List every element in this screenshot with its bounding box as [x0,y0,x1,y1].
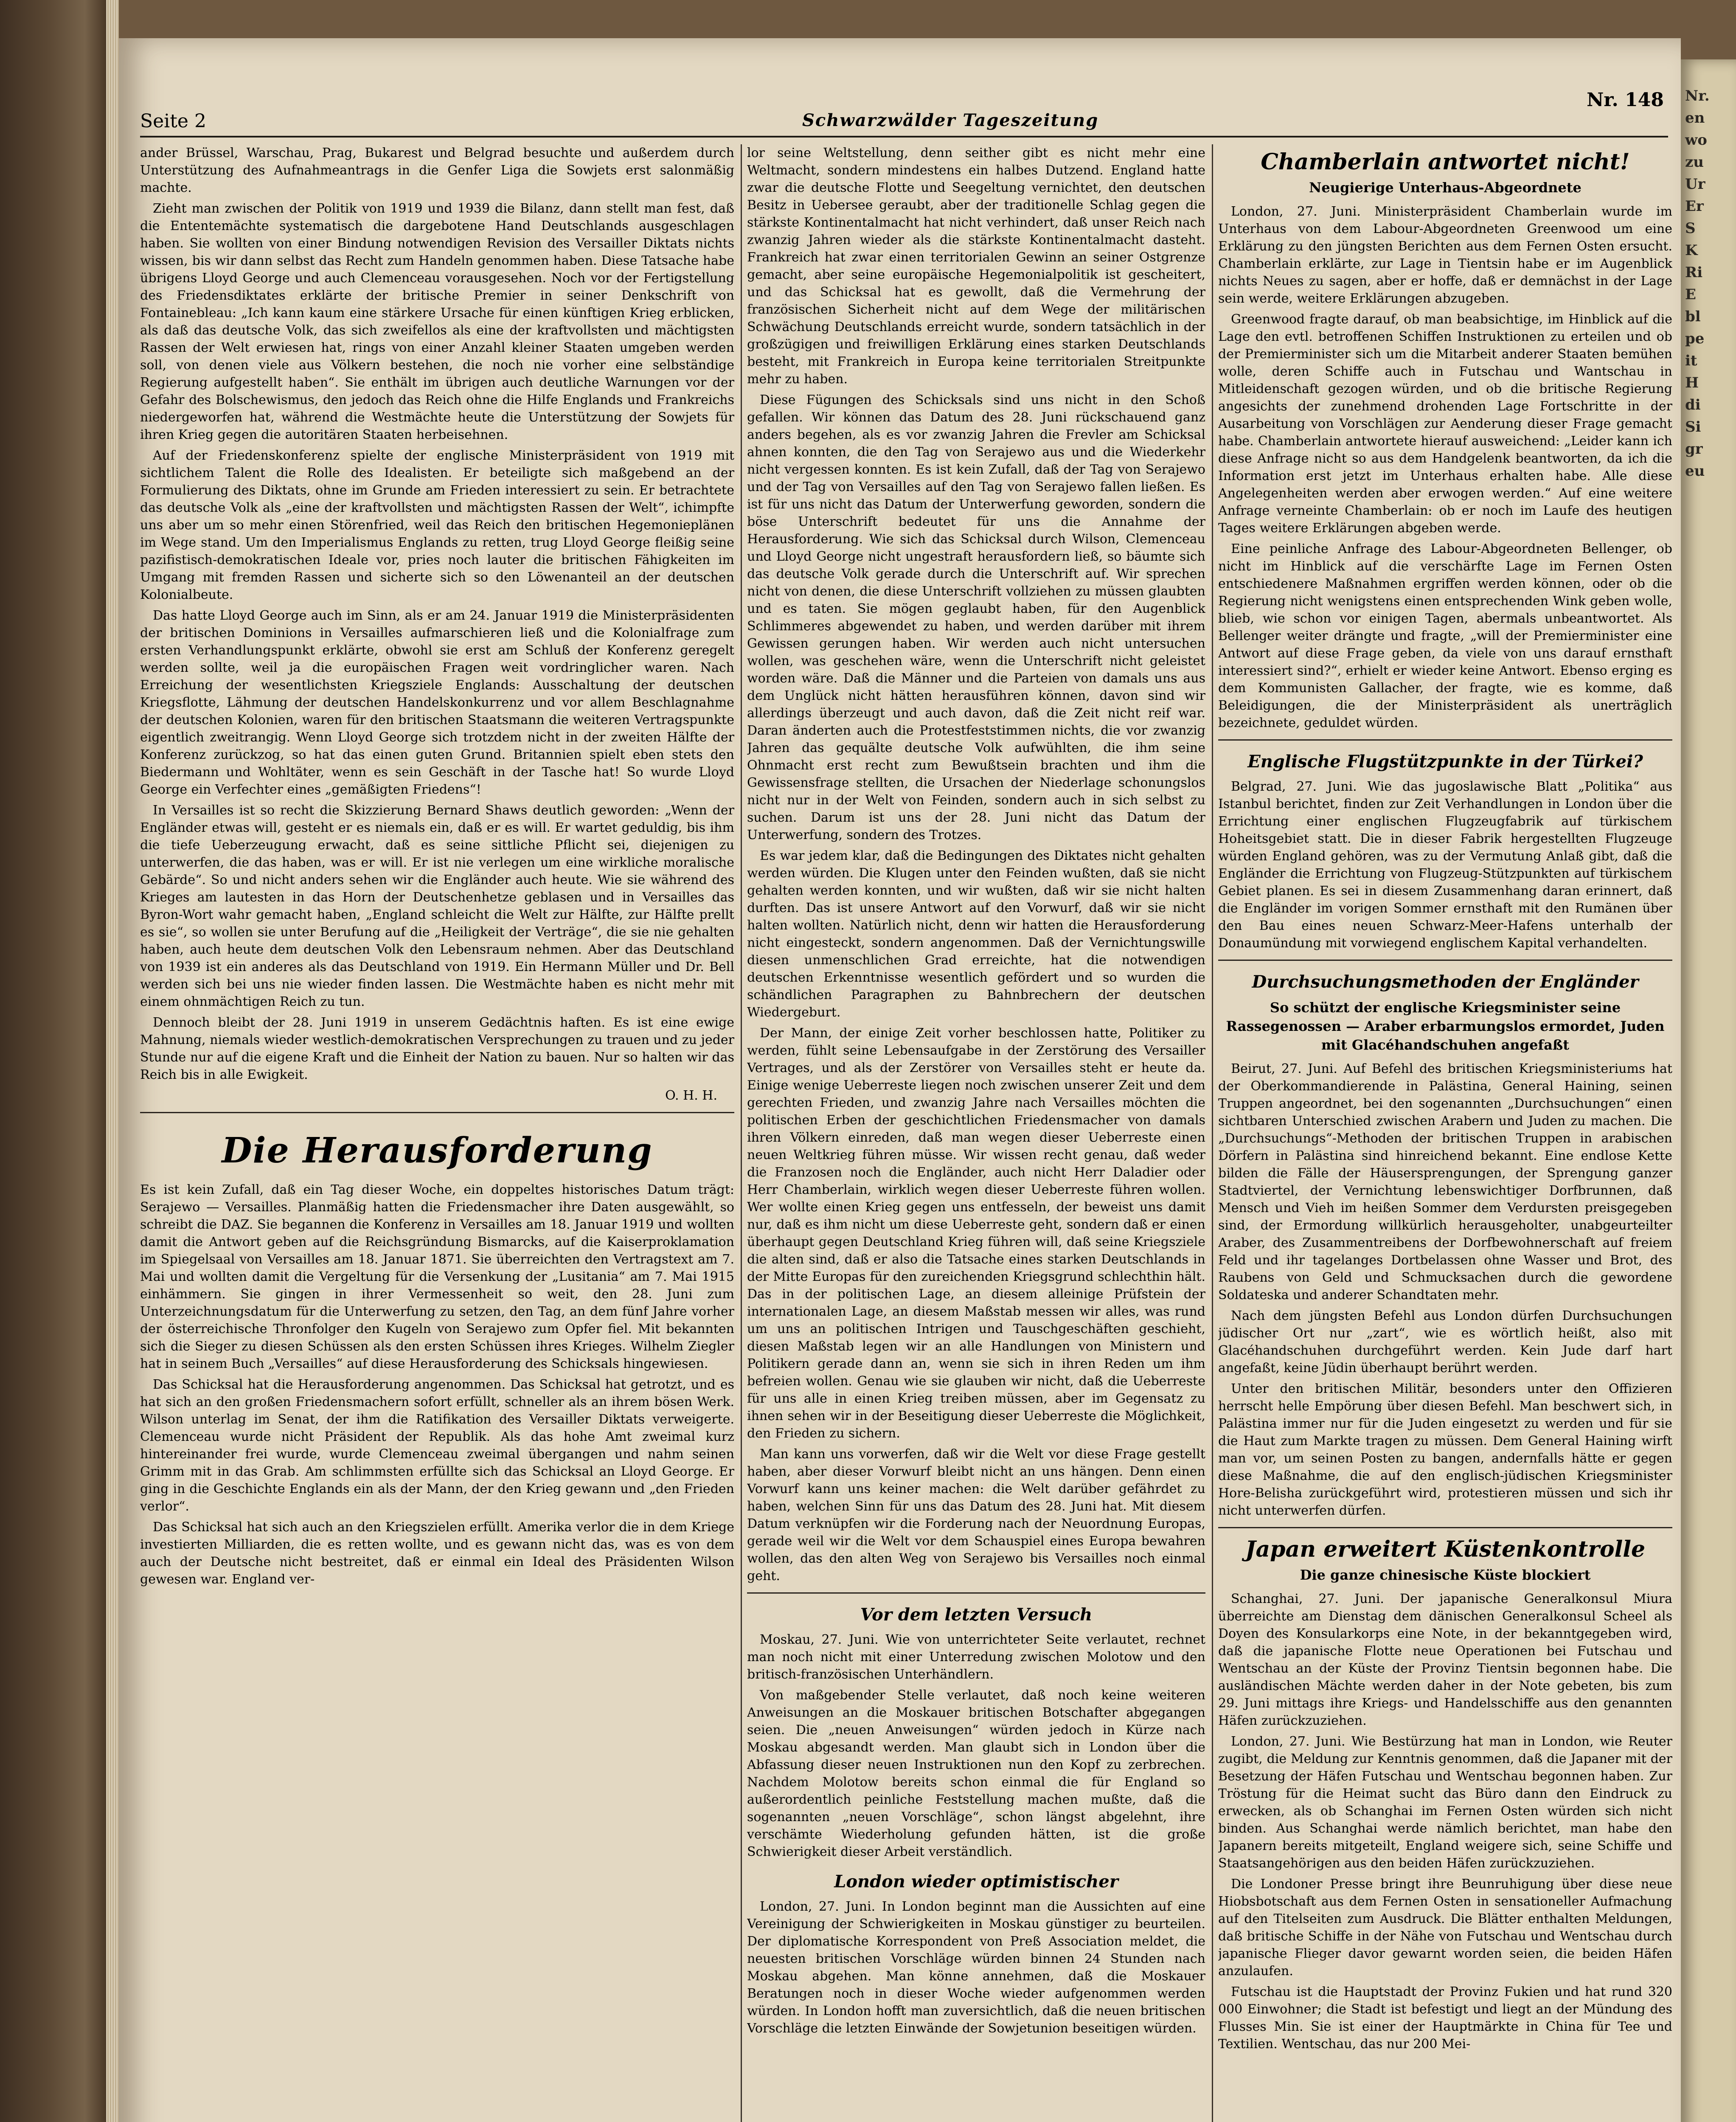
next-page-fragment: zu [1685,154,1704,171]
paragraph: Von maßgebender Stelle verlautet, daß noch keine weiteren Anweisungen an die Moskauer britischen Botschafter abgegangen seien. Die „neuen Anweisungen“ würden jedoch in Kürze nach Moskau abgesandt werden. Man glaubt sich in London über die Abfassung dieser neuen Instruktionen nun den Kopf zu zerbrechen. Nachdem Molotow bereits schon einmal die für England so außerordentlich peinliche Feststellung machen mußte, daß die sogenannten „neuen Vorschläge“, schon längst abgelehnt, ihre verschämte Wiederholung gefunden hätten, ist die große Schwierigkeit dieser Arbeit verständlich. [747,1688,1205,1859]
headline-herausforderung: Die Herausforderung [222,1130,653,1171]
subhead: So schützt der englische Kriegsminister seine Rassegenossen — Araber erbarmungslos ermordet, Juden mit Glacéhandschuhen angefaßt [1226,999,1665,1053]
paragraph: Das Schicksal hat die Herausforderung angenommen. Das Schicksal hat getrotzt, und es hat sich an den großen Friedensmachern sofort erfüllt, schneller als an ihrem bösen Werk. Wilson unterlag im Senat, der ihm die Ratifikation des Versailler Diktats verweigerte. Clemenceau wurde nicht Präsident der Republik. Als das hohe Amt zweimal kurz hintereinander frei wurde, wurde Clemenceau zweimal übergangen und nahm seinen Grimm mit in das Grab. Am schlimmsten erfüllte sich das Schicksal an Lloyd George. Er ging in die Geschichte Englands ein als der Mann, der den Krieg gewann und „den Frieden verlor“. [140,1377,734,1514]
paragraph: Auf der Friedenskonferenz spielte der englische Ministerpräsident von 1919 mit sichtlichem Talent die Rolle des Idealisten. Er beteiligte sich maßgebend an der Formulierung des Diktats, ohne im Grunde am Frieden interessiert zu sein. Er betrachtete das deutsche Volk als „eine der kraftvollsten und mächtigsten Rassen der Welt“, ichimpfte uns aber um so mehr einen Störenfried, weil das Reich den britischen Hegemonieplänen im Wege stand. Um den Imperialismus Englands zu retten, trug Lloyd George fleißig seine pazifistisch-demokratischen Ideale vor, pries noch lauter die britischen Fähigkeiten im Umgang mit fremden Rassen und sicherte sich so den Löwenanteil an der deutschen Kolonialbeute. [140,448,734,602]
editorial-intro [140,144,734,1104]
column-1 [140,144,734,2122]
book-spine [0,0,106,2122]
subhead: Neugierige Unterhaus-Abgeordnete [1309,180,1582,196]
subhead: Die ganze chinesische Küste blockiert [1300,1567,1591,1583]
paragraph: London, 27. Juni. Ministerpräsident Chamberlain wurde im Unterhaus von dem Labour-Abgeordneten Greenwood um eine Erklärung zu den jüngsten Berichten aus dem Fernen Osten ersucht. Chamberlain erklärte, zur Lage in Tientsin habe er im Augenblick nichts Neues zu sagen, aber er hoffe, daß er demnächst in der Lage sein werde, weitere Erklärungen abzugeben. [1218,204,1672,306]
author-signature: O. H. H. [665,1088,717,1103]
paragraph: Beirut, 27. Juni. Auf Befehl des britischen Kriegsministeriums hat der Oberkommandierende in Palästina, General Haining, seinen Truppen angeordnet, bei den sogenannten „Durchsuchungen“ einen sichtbaren Unterschied zwischen Arabern und Juden zu machen. Die „Durchsuchungs“-Methoden der britischen Truppen in arabischen Dörfern in Palästina sind hinreichend bekannt. Eine endlose Kette bilden die Fälle der Häusersprengungen, der Sprengung ganzer Stadtviertel, der Vernichtung lebenswichtiger Dorfbrunnen, daß Mensch und Vieh im heißen Sommer dem Verdursten preisgegeben sind, der Ermordung willkürlich herausgeholter, unabgeurteilter Araber, des Zusammentreibens der Dorfbewohnerschaft auf freiem Feld und ihr tagelanges Dortbelassen ohne Wasser und Brot, des Raubens von Geld und Schmucksachen durch die gewordene Soldateska und anderer Schandtaten mehr. [1218,1061,1672,1302]
newspaper-title: Schwarzwälder Tageszeitung [802,110,1099,130]
headline-flugstuetzpunkte: Englische Flugstützpunkte in der Türkei? [1247,752,1643,772]
paragraph: London, 27. Juni. Wie Bestürzung hat man in London, wie Reuter zugibt, die Meldung zur Kenntnis genommen, daß die Japaner mit der Besetzung der Häfen Futschau und Wentschau begonnen haben. Zur Tröstung für die Heimat sucht das Büro dann den Eindruck zu erwecken, als ob Schanghai im Fernen Osten würden sich nicht binden. Aus Schanghai werde nämlich berichtet, man habe den Japanern bereits mitgeteilt, England weigere sich, seine Schiffe und Staatsangehörigen aus den beiden Häfen zurückzuziehen. [1218,1734,1672,1871]
next-page-fragment: S [1685,220,1696,237]
article-rule [1218,1527,1672,1528]
column-divider [1212,144,1213,2122]
next-page-fragment: Ri [1685,264,1703,281]
paragraph: Es ist kein Zufall, daß ein Tag dieser Woche, ein doppeltes historisches Datum trägt: Serajewo — Versailles. Planmäßig hatten die Friedensmacher ihre Daten ausgewählt, so schreibt die DAZ. Sie begannen die Konferenz in Versailles am 18. Januar 1919 und wollten damit die Antwort geben auf die Reichsgründung Bismarcks, auf die Kaiserproklamation im Spiegelsaal von Versailles am 18. Januar 1871. Sie überreichten den Vertragstext am 7. Mai und wollten damit die Vergeltung für die Versenkung der „Lusitania“ am 7. Mai 1915 einhämmern. Sie gingen in ihrer Vermessenheit so weit, den 28. Juni zum Unterzeichnungsdatum für die Unterwerfung zu setzen, den Tag, an dem fünf Jahre vorher der österreichische Thronfolger den Kugeln von Serajewo zum Opfer fiel. Mit bekannten sich die Sieger zu diesen Schüssen als den ersten Schüssen ihres Krieges. Wilhelm Ziegler hat in seinem Buch „Versailles“ auf diese Herausforderung des Schicksals hingewiesen. [140,1182,734,1371]
headline-japan-kuestenkontrolle: Japan erweitert Küstenkontrolle [1245,1536,1646,1562]
article-rule [140,1112,734,1113]
next-page-fragment: en [1685,109,1705,126]
next-page-fragment: Si [1685,418,1701,435]
paragraph: ander Brüssel, Warschau, Prag, Bukarest und Belgrad besuchte und außerdem durch Unterstützung des Aufnahmeantrags in die Genfer Liga die Sowjets erst salonmäßig machte. [140,146,734,195]
headline-letzten-versuch: Vor dem letzten Versuch [860,1605,1093,1625]
next-page-edge [1681,59,1736,2122]
paragraph: Schanghai, 27. Juni. Der japanische Generalkonsul Miura überreichte am Dienstag dem dänischen Generalkonsul Scheel als Doyen des Konsularkorps eine Note, in der bekanntgegeben wird, daß die japanische Flotte neue Operationen bei Futschau und Wentschau an der Küste der Provinz Tientsin begonnen habe. Die ausländischen Mächte werden daher in der Note gebeten, bis zum 29. Juni mittags ihre Kriegs- und Handelsschiffe aus den genannten Häfen zurückzuziehen. [1218,1592,1672,1728]
next-page-fragments [1685,85,1710,482]
paragraph: Man kann uns vorwerfen, daß wir die Welt vor diese Frage gestellt haben, aber dieser Vorwurf bleibt nicht an uns hängen. Denn einen Vorwurf kann uns keiner machen: die Welt darüber gefährdet zu haben, welchen Sinn für uns das Datum des 28. Juni hat. Mit diesem Datum verknüpfen wir die Forderung nach der Neuordnung Europas, gerade weil wir die Welt vor dem Schauspiel eines Europa bewahren wollen, das den alten Weg von Serajewo bis Versailles noch einmal geht. [747,1447,1205,1583]
paragraph: Diese Fügungen des Schicksals sind uns nicht in den Schoß gefallen. Wir können das Datum des 28. Juni rückschauend ganz anders begehen, als es vor zwanzig Jahren die Frevler am Schicksal ahnen konnten, die den Tag von Serajewo aus und die Wiederkehr nicht vergessen konnten. Es ist kein Zufall, daß der Tag von Serajewo und der Tag von Versailles auf den Tag von Serajewo fallen ließen. Es ist für uns nicht das Datum der Unterwerfung geworden, sondern die böse Unterschrift bedeutet für uns die Annahme der Herausforderung. Wie sich das Schicksal durch Wilson, Clemenceau und Lloyd George nicht ungestraft herausfordern ließ, so bäumte sich das deutsche Volk gerade durch die Unterschrift auf. Wir sprechen nicht von denen, die diese Unterschrift vollziehen zu müssen glaubten und es taten. Sie mögen geglaubt haben, für den Augenblick Schlimmeres abgewendet zu haben, und werden darüber mit ihrem Gewissen gerungen haben. Wir werden auch nicht untersuchen wollen, was geschehen wäre, wenn die Unterschrift nicht geleistet worden wäre. Daß die Männer und die Parteien von damals uns aus dem Unglück nicht hätten herausführen können, davon sind wir allerdings überzeugt und auch davon, daß die Zeit nicht reif war. Daran änderten auch die Protestfeststimmen nichts, die vor zwanzig Jahren das gequälte deutsche Volk aufwühlten, die ihm seine Ohnmacht erst recht zum Bewußtsein brachten und ihm die Gewissensfrage stellten, die Ursachen der Niederlage schonungslos nicht nur in der Welt von Feinden, sondern auch in sich selbst zu suchen. Darum ist uns der 28. Juni nicht das Datum der Unterwerfung, sondern des Trotzes. [747,393,1205,842]
paragraph: Es war jedem klar, daß die Bedingungen des Diktates nicht gehalten werden würden. Die Klugen unter den Feinden wußten, daß sie nicht gehalten werden konnten, und wir wußten, daß wir sie nicht halten durften. Das ist unsere Antwort auf den Vorwurf, daß wir sie nicht halten wollten. Natürlich nicht, denn wir hatten die Herausforderung nicht eingesteckt, sondern angenommen. Daß der Vernichtungswille diesen unmenschlichen Grad erreichte, hat die notwendigen deutschen Erkenntnisse wesentlich gefördert und so wurden die schändlichen Paragraphen zu Bahnbrechern der deutschen Wiedergeburt. [747,848,1205,1020]
paragraph: Unter den britischen Militär, besonders unter den Offizieren herrscht helle Empörung über diesen Befehl. Man beschwert sich, in Palästina immer nur für die Juden eingesetzt zu werden und für sie die Haut zum Markte tragen zu müssen. Dem General Haining wirft man vor, um seinen Posten zu bangen, andernfalls hätte er gegen diese Maßnahme, die auf den englisch-jüdischen Kriegsminister Hore-Belisha zurückgeführt wird, protestieren müssen und sich ihr nicht unterwerfen dürfen. [1218,1381,1672,1518]
header-rule [140,136,1668,138]
next-page-fragment: gr [1685,441,1703,458]
column-divider [741,144,742,2122]
paragraph: Das hatte Lloyd George auch im Sinn, als er am 24. Januar 1919 die Ministerpräsidenten der britischen Dominions in Versailles aufmarschieren ließ und die Kolonialfrage zum ersten Verhandlungspunkt erklärte, obwohl sie erst am Schluß der Konferenz geregelt werden sollte, weil ja die europäischen Fragen weit vordringlicher waren. Nach Erreichung der wesentlichsten Kriegsziele Englands: Ausschaltung der deutschen Kriegsflotte, Lähmung der deutschen Handelskonkurrenz und vor allem Beschlagnahme der deutschen Kolonien, waren für den britischen Staatsmann die weiteren Vertragspunkte eigentlich zweitrangig. Wenn Lloyd George sich trotzdem nicht in der zweiten Hälfte der Konferenz zurückzog, so hat das einen guten Grund. Britannien spielt eben stets den Biedermann und Wohltäter, wenn es sein Geschäft in der Tasche hat! So wurde Lloyd George ein Verfechter eines „gemäßigten Friedens“! [140,608,734,797]
issue-number: Nr. 148 [1587,89,1664,111]
next-page-fragment: it [1685,352,1697,369]
next-page-fragment: Ur [1685,176,1705,193]
paragraph: Belgrad, 27. Juni. Wie das jugoslawische Blatt „Politika“ aus Istanbul berichtet, finden zur Zeit Verhandlungen in London über die Errichtung einer englischen Flugzeugfabrik auf türkischem Hoheitsgebiet statt. Die in dieser Fabrik hergestellten Flugzeuge würden England gehören, was zu der Vermutung Anlaß gibt, daß die Engländer die Errichtung von Flugzeug-Stützpunkten auf türkischem Gebiet planen. Es sei in diesem Zusammenhang daran erinnert, daß die Engländer im vorigen Sommer ernsthaft mit den Rumänen über den Bau eines neuen Schwarz-Meer-Hafens unterhalb der Donaumündung mit vorwiegend englischem Kapital verhandelten. [1218,779,1672,951]
paragraph: Der Mann, der einige Zeit vorher beschlossen hatte, Politiker zu werden, fühlt seine Lebensaufgabe in der Zerstörung des Versailler Vertrages, und als der Zerstörer von Versailles steht er heute da. Einige wenige Ueberreste liegen noch zwischen unserer Zeit und dem gerechten Frieden, und zwanzig Jahre nach Versailles möchten die politischen Erben der geschichtlichen Friedensmacher von damals ihren Völkern einreden, daß man wegen dieser Ueberreste einen neuen Weltkrieg führen müsse. Wir wissen recht genau, daß weder die Franzosen noch die Engländer, auch nicht Herr Daladier oder Herr Chamberlain, wirklich wegen dieser Ueberreste führen wollen. Wer wollte einen Krieg gegen uns entfesseln, der beweist uns damit nur, daß es ihm nicht um diese Ueberreste geht, sondern daß er einen überhaupt gegen Deutschland Krieg führen will, daß seine Kriegsziele die alten sind, daß er also die Tatsache eines starken Deutschlands in der Mitte Europas für den zureichenden Kriegsgrund schlechthin hält. Das in der politischen Lage, an diesem alleinige Prüfstein der internationalen Lage, an diesem Maßstab messen wir alles, was rund um uns an politischen Intrigen und Tauschgeschäften geschieht, diesen Maßstab legen wir an alle Handlungen von Ministern und Politikern gerade dann an, wenn sie sich in ihren Reden um ihm befreien wollen. Genau wie sie glauben wir nicht, daß die Ueberreste für uns alle in einen Krieg treiben müssen, aber im Gegensatz zu ihnen sehen wir in der Beseitigung dieser Ueberreste die Möglichkeit, den Frieden zu sichern. [747,1026,1205,1441]
page-stack-edge [106,0,119,2122]
next-page-fragment: Er [1685,198,1704,215]
next-page-fragment: E [1685,286,1696,303]
headline-durchsuchungsmethoden: Durchsuchungsmethoden der Engländer [1252,972,1639,992]
article-rule [1218,739,1672,741]
paragraph: Die Londoner Presse bringt ihre Beunruhigung über diese neue Hiobsbotschaft aus dem Fernen Osten in sensationeller Aufmachung auf den Titelseiten zum Ausdruck. Die Blätter enthalten Meldungen, daß britische Schiffe in der Nähe von Futschau und Wentschau durch japanische Flieger davor gewarnt worden seien, die beiden Häfen anzulaufen. [1218,1877,1672,1979]
paragraph: Nach dem jüngsten Befehl aus London dürfen Durchsuchungen jüdischer Ort nur „zart“, wie es wörtlich heißt, also mit Glacéhandschuhen durchgeführt werden. Kein Jude darf hart angefaßt, keine Jüdin überhaupt berührt werden. [1218,1308,1672,1375]
paragraph: Dennoch bleibt der 28. Juni 1919 in unserem Gedächtnis haften. Es ist eine ewige Mahnung, niemals wieder westlich-demokratischen Versprechungen zu trauen und zu jeder Stunde nur auf die eigene Kraft und die Einheit der Nation zu bauen. Nur so halten wir das Reich bis in alle Ewigkeit. [140,1015,734,1082]
next-page-fragment: eu [1685,463,1705,480]
paragraph: Zieht man zwischen der Politik von 1919 und 1939 die Bilanz, dann stellt man fest, daß die Ententemächte systematisch die dargebotene Hand Deutschlands ausgeschlagen haben. Sie wollten von einer Bindung notwendigen Revision des Versailler Diktats nichts wissen, bis wir dann selbst das Recht zum Handeln genommen haben. Diese Tatsache habe übrigens Lloyd George und auch Clemenceau vorausgesehen. Noch vor der Fertigstellung des Friedensdiktates erklärte der britische Premier in seiner Denkschrift von Fontainebleau: „Ich kann kaum eine stärkere Ursache für einen künftigen Krieg erblicken, als daß das deutsche Volk, das sich zweifellos als eine der kraftvollsten und mächtigsten Rassen der Welt erwiesen hat, rings von einer Anzahl kleiner Staaten umgeben werden soll, von denen viele aus Völkern bestehen, die noch nie vorher eine selbständige Regierung aufgestellt haben“. Sie enthält im übrigen auch deutliche Warnungen vor der Gefahr des Bolschewismus, den jedoch das Reich ohne die Hilfe Englands und Frankreichs niedergeworfen hat, während die Westmächte heute die Unterstützung der Sowjets für ihren Krieg gegen die autoritären Staaten herbeisehnen. [140,201,734,442]
page-number: Seite 2 [140,110,206,132]
next-page-fragment: wo [1685,132,1707,149]
paragraph: lor seine Weltstellung, denn seither gibt es nicht mehr eine Weltmacht, sondern mindestens ein halbes Dutzend. England hatte zwar die deutsche Flotte und Seegeltung vernichtet, den deutschen Besitz in Uebersee geraubt, aber der traditionelle Schlag gegen die stärkste Kontinentalmacht hat nicht verhindert, daß unser Reich nach zwanzig Jahren wieder als die stärkste Kontinentalmacht dasteht. Frankreich hat zwar einen territorialen Gewinn an seiner Ostgrenze gemacht, aber seine europäische Hegemonialpolitik ist gescheitert, und das Schicksal hat es gewollt, daß die Vermehrung der französischen Sicherheit nicht auf dem Wege der militärischen Schwächung Deutschlands erreicht wurde, sondern tatsächlich in der großzügigen und freiwilligen Erklärung eines starken Deutschlands besteht, mit Frankreich in Europa keine territorialen Streitpunkte mehr zu haben. [747,146,1205,387]
article-rule [1218,960,1672,961]
next-page-fragment: bl [1685,308,1701,325]
paragraph: Futschau ist die Hauptstadt der Provinz Fukien und hat rund 320 000 Einwohner; die Stadt ist befestigt und liegt an der Mündung des Flusses Min. Sie ist einer der Hauptmärkte in China für Tee und Textilien. Wentschau, das nur 200 Mei- [1218,1984,1672,2052]
article-rule [747,1592,1205,1594]
paragraph: Greenwood fragte darauf, ob man beabsichtige, im Hinblick auf die Lage den evtl. betroffenen Schiffen Instruktionen zu erteilen und ob der Premierminister sich um die Mitarbeit anderer Staaten bemühen wolle, deren Schiffe auch in Futschau und Wantschau in Mitleidenschaft gezogen würden, und ob die britische Regierung angesichts der zunehmend drohenden Lage Fortschritte in der Ausarbeitung von Vorschlägen zur Aenderung dieser Frage gemacht habe. Chamberlain antwortete hierauf ausweichend: „Leider kann ich diese Anfrage nicht so aus dem Handgelenk beantworten, da ich die Information erst jetzt im Unterhaus erhalten habe. Alle diese Angelegenheiten werden aber erwogen werden.“ Auf eine weitere Anfrage verneinte Chamberlain: ob er noch im Laufe des heutigen Tages weitere Erklärungen abgeben werde. [1218,312,1672,536]
paragraph: London, 27. Juni. In London beginnt man die Aussichten auf eine Vereinigung der Schwierigkeiten in Moskau günstiger zu beurteilen. Der diplomatische Korrespondent von Preß Association meldet, die neuesten britischen Vorschläge würden binnen 24 Stunden nach Moskau abgehen. Man könne annehmen, daß die Moskauer Beratungen noch in dieser Woche wieder aufgenommen werden würden. In London hofft man zuversichtlich, daß die neuen britischen Vorschläge die letzten Einwände der Sowjetunion beseitigen würden. [747,1899,1205,2036]
paragraph: In Versailles ist so recht die Skizzierung Bernard Shaws deutlich geworden: „Wenn der Engländer etwas will, gesteht er es niemals ein, daß er es will. Er wartet geduldig, bis ihm die tiefe Ueberzeugung erwacht, daß es seine sittliche Pflicht sei, diejenigen zu unterwerfen, die das haben, was er will. Er ist nie verlegen um eine wirkliche moralische Gebärde“. So und nicht anders sehen wir die Engländer auch heute. Wie sie während des Krieges am lautesten in das Horn der Deutschenhetze geblasen und in Versailles das Byron-Wort wahr gemacht haben, „England schleicht die Welt zur Hälfte, zur Hälfte prellt es sie“, so wollen sie unter Berufung auf die „Heiligkeit der Verträge“, die sie nie gehalten haben, auch heute dem deutschen Volk den Lebensraum nehmen. Aber das Deutschland von 1939 ist ein anderes als das Deutschland von 1919. Ein Hermann Müller und Dr. Bell werden sich bei uns nie wieder finden lassen. Die Westmächte haben es nicht mehr mit einem ohnmächtigen Reich zu tun. [140,803,734,1009]
next-page-fragment: H [1685,374,1699,391]
paragraph: Das Schicksal hat sich auch an den Kriegszielen erfüllt. Amerika verlor die in dem Kriege investierten Milliarden, die es retten wollte, und es gewann nicht das, was es von dem auch der Deutsche nicht bestreitet, daß er einmal ein Ideal des Präsidenten Wilson gewesen war. England ver- [140,1520,734,1587]
headline-london-optimistischer: London wieder optimistischer [834,1872,1118,1892]
next-page-fragment: Nr. [1685,87,1710,104]
column-2 [747,144,1205,2122]
next-page-fragment: pe [1685,330,1705,347]
paragraph: Eine peinliche Anfrage des Labour-Abgeordneten Bellenger, ob nicht im Hinblick auf die verschärfte Lage im Fernen Osten entschiedenere Maßnahmen ergriffen werden können, oder ob die Regierung nicht wenigstens einen entsprechenden Wink geben wolle, blieb, wie schon vor einigen Tagen, abermals unbeantwortet. Als Bellenger weiter drängte und fragte, „will der Premierminister eine Antwort auf diese Frage geben, da viele von uns darauf ernsthaft interessiert sind?“, erhielt er wieder keine Antwort. Ebenso erging es dem Kommunisten Gallacher, der fragte, wie es komme, daß Beleidigungen, die der Ministerpräsident als unerträglich bezeichnete, geduldet würden. [1218,542,1672,730]
next-page-fragment: di [1685,396,1701,413]
column-3 [1218,144,1672,2122]
paragraph: Moskau, 27. Juni. Wie von unterrichteter Seite verlautet, rechnet man noch nicht mit einer Unterredung zwischen Molotow und den britisch-französischen Unterhändlern. [747,1632,1205,1682]
next-page-fragment: K [1685,242,1698,259]
headline-chamberlain: Chamberlain antwortet nicht! [1261,149,1630,175]
